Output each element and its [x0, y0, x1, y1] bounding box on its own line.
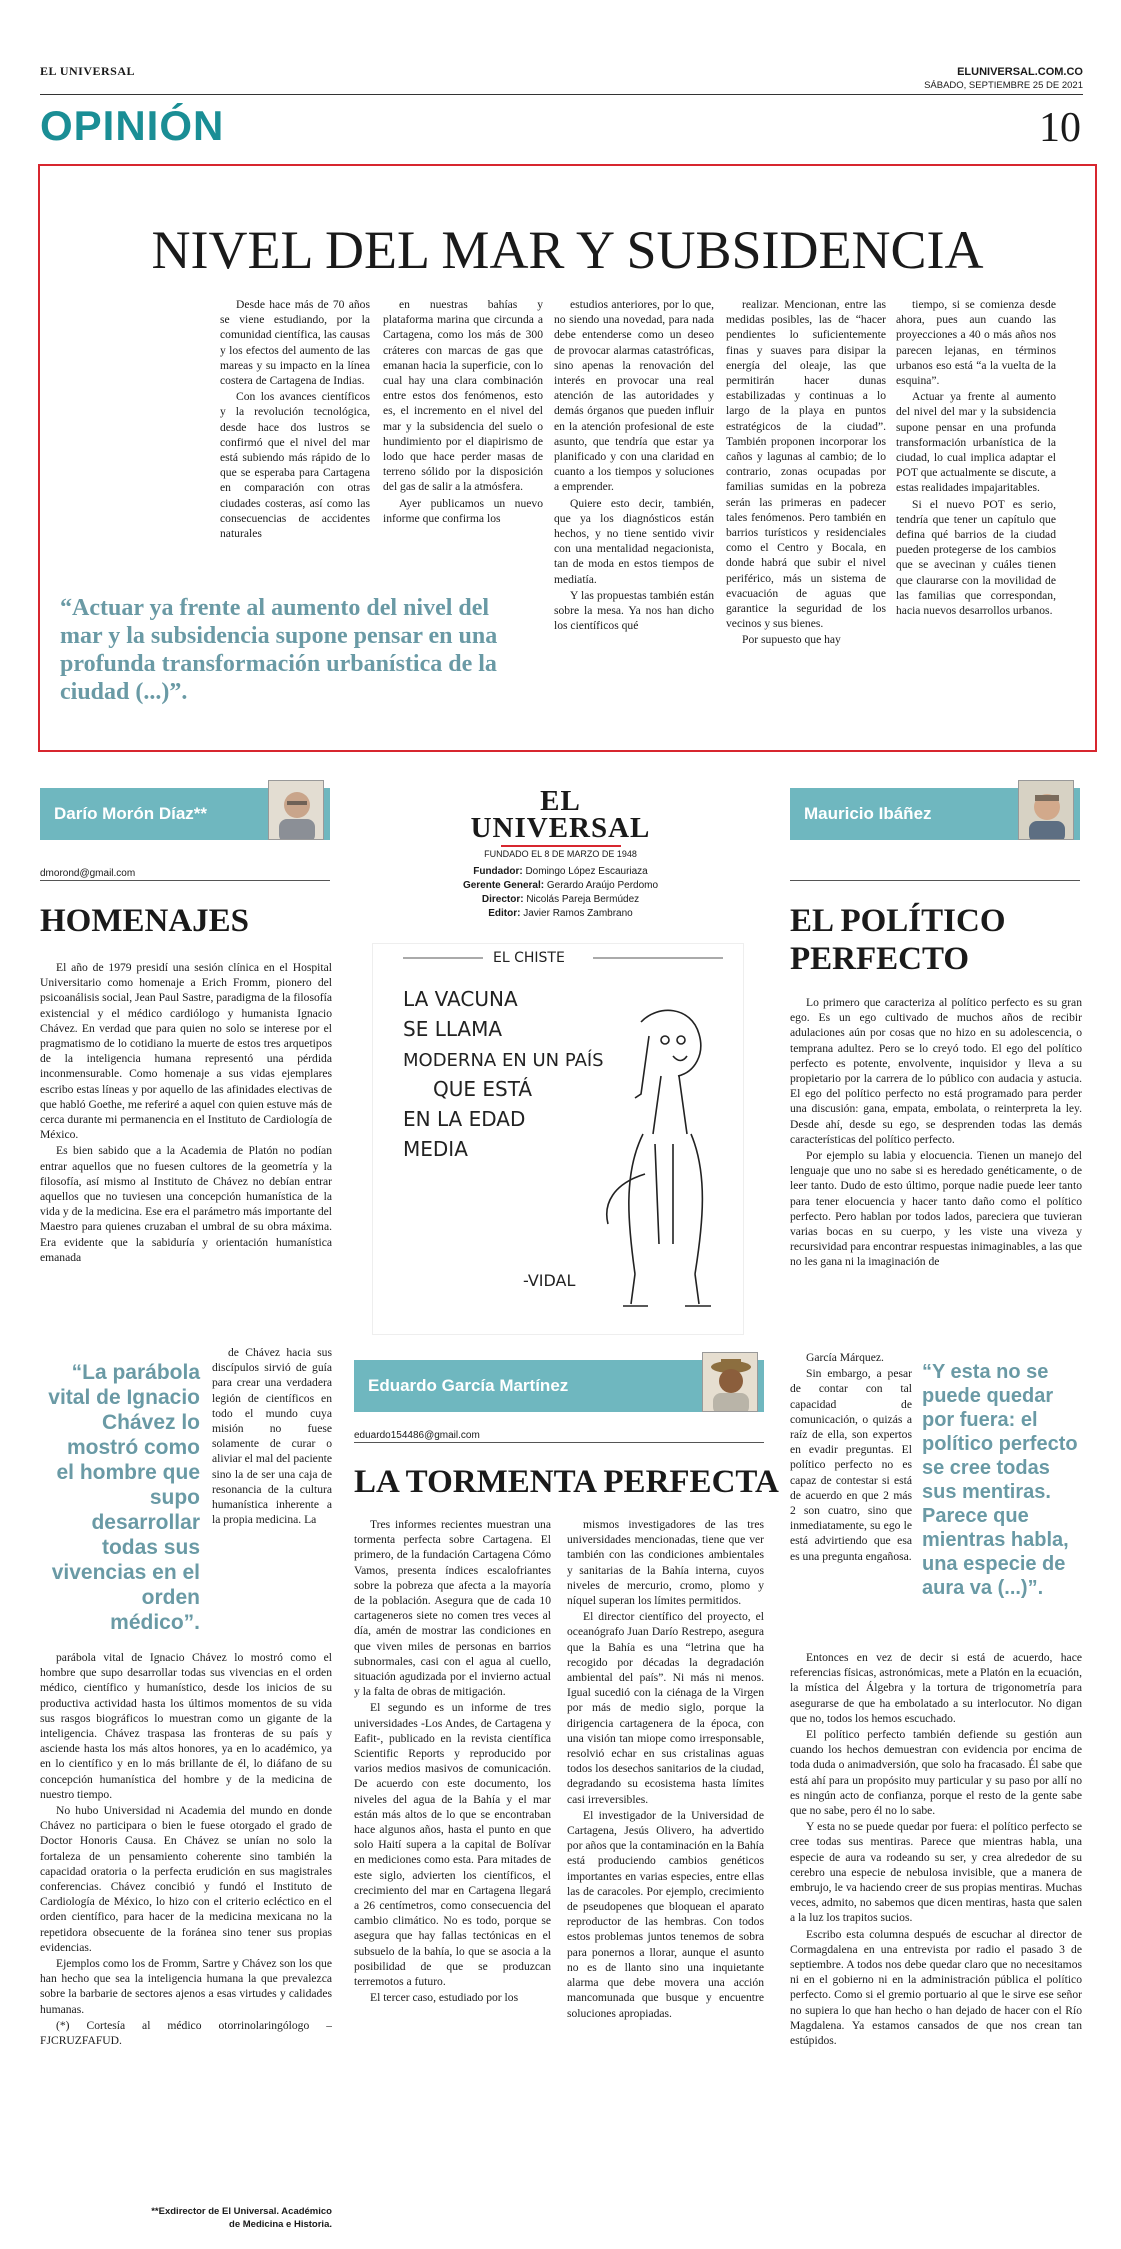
column-body-top — [40, 960, 332, 1340]
paragraph: El tercer caso, estudiado por los — [370, 1991, 519, 2005]
paragraph: Ayer publicamos un nuevo informe que confirma los — [383, 496, 543, 525]
paragraph: Si el nuevo POT es serio, tendría que tener un capítulo que defina qué barrios de la ciudad pueden protegerse de los cambios que se avecinan y cuáles tienen que claurarse con la movilidad de las familias que correspondan, hacia nuevos desarrollos urbanos. — [896, 497, 1056, 618]
paragraph: Entonces en vez de decir si está de acuerdo, hace referencias físicas, astronómicas, mete a Platón en la ecuación, la mística del Álgebra y la tortura de trigonometría para asegurarse de que ha embolatado a su interlocutor. No digan que no, todos los hemos escuchado. — [790, 1651, 1082, 1725]
paragraph: Y las propuestas también están sobre la mesa. Ya nos han dicho los científicos qué — [554, 588, 714, 633]
paragraph: Ejemplos como los de Fromm, Sartre y Chávez son los que han hecho que sea la inteligencia humana la que prevalezca sobre la barbarie de sectores ajenos a esas virtudes y calidades humanas. — [40, 1957, 332, 2016]
paragraph: Quiere esto decir, también, que ya los diagnósticos están hechos, y no tiene sentido vivir con una mentalidad negacionista, tan de moda en estos tiempos de mediatía. — [554, 496, 714, 586]
editorial-column-1 — [220, 297, 370, 587]
author-photo — [1018, 780, 1074, 840]
staff-name: Gerardo Araújo Perdomo — [546, 880, 659, 891]
staff-name: Javier Ramos Zambrano — [523, 908, 633, 919]
author-footnote: **Exdirector de El Universal. Académico de Medicina e Historia. — [151, 2206, 332, 2230]
column-body-1 — [354, 1517, 551, 2227]
staff-role: Fundador: — [473, 866, 526, 877]
staff-role: Editor: — [488, 908, 524, 919]
paragraph: El año de 1979 presidí una sesión clínica en el Hospital Universitario como homenaje a Erich Fromm, pionero del psicoanálisis social, Jean Paul Sastre, paradigma de la filosofía existencial y el médico cardiólogo y humanista Ignacio Chávez. En verdad que para quien no solo se interese por el pragmatismo de lo cotidiano la muerte de estos tres arquetipos de la inteligencia humana representó una pérdida inconmensurable. Como homenaje a sus vidas ejemplares escribo estas líneas y por aquello de las afinidades electivas de que habló Goethe, me referiré a aquel con quien estuve más de cerca durante mi permanencia en el Instituto de Cardiología de México. — [40, 961, 332, 1142]
paragraph: García Márquez. — [806, 1351, 884, 1364]
paragraph: El segundo es un informe de tres universidades -Los Andes, de Cartagena y Eafit-, publicado en la revista científica Scientific Reports y reproducido por varios medios masivos de comunicación. De acuerdo con este documento, los niveles del agua de la Bahía y el mar están más altos de lo que se encontraban hace algunos años, hasta el punto en que solo Haití supera a la capital de Bolívar en mediciones como esta. Para mitades de este siglo, advierten los científicos, el crecimiento del mar en Cartagena llegará a 26 centímetros, como consecuencia del cambio climático. No es todo, porque se asegura que hay fallas tectónicas en el subsuelo de la bahía, lo que se asocia a la posibilidad de que se produzcan terremotos a futuro. — [354, 1701, 551, 1989]
paragraph: Por supuesto que hay — [742, 633, 841, 647]
section-title: OPINIÓN — [40, 102, 225, 149]
author-email[interactable]: eduardo154486@gmail.com — [354, 1430, 480, 1441]
author-banner-right — [790, 788, 1080, 840]
cartoon — [372, 943, 744, 1335]
paragraph: Desde hace más de 70 años se viene estudiando, por la comunidad científica, las causas y los efectos del aumento de las mareas y su impacto en la línea costera de Cartagena de Indias. — [220, 298, 370, 388]
cartoon-caption-line: MODERNA EN UN PAÍS — [403, 1050, 604, 1071]
column-title: LA TORMENTA PERFECTA — [354, 1464, 779, 1500]
masthead-founded: FUNDADO EL 8 DE MARZO DE 1948 — [484, 849, 637, 859]
column-title: EL POLÍTICO PERFECTO — [790, 903, 1006, 977]
paragraph: en nuestras bahías y plataforma marina que circunda a Cartagena, como los más de 300 cráteres con marcas de gas que emanan hacia la superficie, con lo cual hay una clara combinación entre estos dos fenómenos, esto es, el incremento en el nivel del mar y la subsidencia del suelo o hundimiento por el diapirismo de lodo que hace perder masas de terreno sólido por la disposición del gas de salir a la atmósfera. — [383, 298, 543, 494]
paragraph: parábola vital de Ignacio Chávez lo mostró como el hombre que supo desarrollar todas sus vivencias en el orden médico, científico y humanístico, desde los inicios de su productiva actividad hasta los últimos momentos de su vida sus rasgos biográficos lo muestran como un gigante de la inteligencia. Chávez traspasa las fronteras de su país y asciende hasta los más altos honores, ya en lo académico, ya en lo científico y en lo más brillante de él, lo diáfano de su concepción humanística del hombre y de la medicina de nuestro tiempo. — [40, 1651, 332, 1801]
cartoon-caption-line: LA VACUNA — [403, 987, 518, 1011]
editorial-box — [38, 164, 1097, 752]
paragraph: Y esta no se puede quedar por fuera: el político perfecto se cree todas sus mentiras. Parece que mientras habla, una especie de aura va rodeando su ser, y crea alrededor de su cerebro una especie de nebulosa invisible, que a manera de embrujo, le va haciendo creer de sus propias mentiras. Muchas veces, admito, no sabemos que dicen mentiras, hasta que salen a la luz los trapitos sucios. — [790, 1820, 1082, 1925]
paragraph: (*) Cortesía al médico otorrinolaringólogo – FJCRUZFAFUD. — [40, 2018, 332, 2048]
paragraph: El director científico del proyecto, el oceanógrafo Juan Darío Restrepo, asegura que la Bahía es una “letrina que ha recogido por décadas la degradación ambiental del país”. Ni más ni menos. Igual sucedió con la ciénaga de la Virgen por más de medio siglo, porque la dirigencia cartagenera de la época, con una visión tan miope como irresponsable, resolvió echar en sus cristalinas aguas todos los desechos sanitarios de la ciudad, degradando su ecosistema hasta límites casi irreversibles. — [567, 1610, 764, 1806]
masthead — [383, 785, 738, 921]
paragraph: estudios anteriores, por lo que, no siendo una novedad, para nada debe entenderse como un deseo de provocar alarmas catastróficas, sino apenas la renovación del interés en provocar una real atención de las autoridades y demás órganos que pueden influir en la atención profesional de este asunto, que tendría que estar ya planificado y con una claridad en cuanto a los tiempos y soluciones a emprender. — [554, 298, 714, 494]
rule — [790, 880, 1080, 881]
staff-role: Director: — [481, 894, 527, 905]
paragraph: Es bien sabido que a la Academia de Platón no podían entrar aquellos que no fuesen cultores de la geometría y la filosofía, así mismo al Instituto de Chávez no debían entrar aquellos que no tuviesen una concepción humanística de la vida y de la medicina. Ese era el parámetro más importante del Maestro para quienes cruzaban el umbral de su obra máxima. Era evidente que la sabiduría y orientación humanística emanada — [40, 1144, 332, 1264]
paragraph: El político perfecto también defiende su gestión aun cuando los hechos demuestran con evidencia por encima de toda duda o animadversión, que solo ha fracasado. Él sabe que está ahí para un propósito muy particular y su paso por allí no es ningún acto de confianza, porque el resto de la gente sabe que no sabe, pero él no lo sabe. — [790, 1728, 1082, 1818]
cartoon-caption — [403, 987, 604, 1161]
site-url[interactable]: ELUNIVERSAL.COM.CO — [957, 66, 1083, 78]
author-email[interactable]: dmorond@gmail.com — [40, 868, 136, 879]
editorial-column-4 — [726, 297, 886, 737]
masthead-logo: EL UNIVERSAL — [470, 785, 651, 844]
staff-list — [383, 865, 738, 921]
pull-quote-left: “La parábola vital de Ignacio Chávez lo mostró como el hombre que supo desarrollar todas sus vivencias en el orden médico”. — [48, 1361, 200, 1634]
column-body-top — [790, 995, 1082, 1350]
paragraph: Sin embargo, a pesar de contar con tal capacidad de comunicación, o quizás a raíz de ella, son expertos en evadir preguntas. El político perfecto no es capaz de contestar si está de acuerdo en que 2 más 2 son cuatro, sino que inmediatamente, su ego le está advirtiendo que esa es una pregunta engañosa. — [790, 1367, 912, 1563]
paragraph: tiempo, si se comienza desde ahora, pues aun cuando las proyecciones a 40 o más años nos parecen lejanas, en términos urbanos eso está “a la vuelta de la esquina”. — [896, 298, 1056, 388]
page-date: SÁBADO, SEPTIEMBRE 25 DE 2021 — [924, 80, 1083, 91]
paragraph: Actuar ya frente al aumento del nivel del mar y la subsidencia supone pensar en una profunda transformación urbanística de la ciudad, lo cual implica adaptar el POT que actualmente se discute, a estas realidades impajaritables. — [896, 390, 1056, 495]
paragraph: El investigador de la Universidad de Cartagena, Jesús Olivero, ha advertido por años que la contaminación en la Bahía está produciendo cambios genéticos importantes en varias especies, entre ellas las de caracoles. Por ejemplo, crecimiento de pseudopenes que bloquean el aparato reproductor de las hembras. Con todos estos problemas juntos tenemos de sobra para ponernos a llorar, aunque el asunto no es de llanto sino una inquietante alarma que debe movera una acción mancomunada que busque y encuentre soluciones apropiadas. — [567, 1808, 764, 2020]
cartoon-caption-line: SE LLAMA — [403, 1017, 503, 1041]
column-body-right — [212, 1345, 332, 1645]
column-body-left — [790, 1350, 912, 1645]
author-name: Mauricio Ibáñez — [804, 804, 932, 823]
author-name: Eduardo García Martínez — [368, 1376, 569, 1395]
author-photo — [702, 1352, 758, 1412]
paragraph: Lo primero que caracteriza al político perfecto es su gran ego. Es un ego cultivado de muchos años de recibir adulaciones aún por cosas que no hizo en su adolescencia, o temprana adultez. Pero se lo creyó todo. El ego del político perfecto es potente, envolvente, inquisidor y lleva a su propietario por la carrera de lo público con audacia y astucia. El ego del político perfecto no está programado para perder una discusión: gana, empata, embolata, o reinterpreta la ley. Desde ahí, desde su ego, se desprenden todas las demás características del político perfecto. — [790, 996, 1082, 1146]
staff-line — [383, 907, 738, 921]
rule — [354, 1442, 764, 1443]
editorial-column-3 — [554, 297, 714, 737]
cartoon-caption-line: MEDIA — [403, 1137, 468, 1161]
paragraph: No hubo Universidad ni Academia del mundo en donde Chávez no participara o bien le fuese otorgado el grado de Doctor Honoris Causa. En Chávez se unían no solo la fortaleza de un pensamiento coherente sino también la capacidad oratoria o la perfecta erudición en sus magistrales conferencias. Chávez concibió y fundó el Instituto de Cardiología de México, lo hizo con el criterio ecléctico en el orden científico, para hacer de la medicina mexicana no la repetidora obsecuente de la foránea sino tener sus propias evidencias. — [40, 1804, 332, 1954]
paragraph: Escribo esta columna después de escuchar al director de Cormagdalena en una entrevista por radio el pasado 3 de septiembre. A todos nos debe quedar claro que no necesitamos ni en el gobierno ni en la administración pública el político perfecto. Como si el gremio portuario al que le sirve ese señor no supiera lo que han hecho o han dejado de hacer con el Río Magdalena. Ya estamos cansados de que nos crean tan estúpidos. — [790, 1927, 1082, 2048]
paragraph: Con los avances científicos y la revolución tecnológica, desde hace dos lustros se confirmó que el nivel del mar está subiendo más rápido de lo que se esperaba para Cartagena en comparación con otras ciudades costeras, así como las consecuencias de accidentes naturales — [220, 390, 370, 541]
column-body-bottom — [40, 1650, 332, 2205]
paragraph: de Chávez hacia sus discípulos sirvió de guía para crear una verdadera legión de científicos en todo el mundo cuya misión no fuese solamente de curar o aliviar el mal del paciente sino la de ser una caja de resonancia de la cultura humanística inherente a la propia medicina. La — [212, 1346, 332, 1527]
author-name: Darío Morón Díaz** — [54, 804, 208, 823]
paragraph: Por ejemplo su labia y elocuencia. Tienen un manejo del lenguaje que uno no sabe si es heredado genéticamente, o de leer tanto. Dudo de esto último, porque nadie puede leer tanto para tener elocuencia y hacer tanto daño como el político perfecto. Pero hablan por todos lados, pareciera que tuvieran varias bocas en su cuerpo, y les viste una viveza y recursividad para encontrar respuestas inimaginables, a las que no les gana ni la imaginación de — [790, 1149, 1082, 1269]
header-rule — [40, 94, 1083, 95]
staff-role: Gerente General: — [462, 880, 547, 891]
cartoon-caption-line: EN LA EDAD — [403, 1107, 526, 1131]
cartoon-signature: -VIDAL — [523, 1271, 576, 1290]
column-body-bottom — [790, 1650, 1082, 2230]
staff-line — [383, 893, 738, 907]
cartoon-header: EL CHISTE — [493, 950, 565, 966]
paragraph: Tres informes recientes muestran una tormenta perfecta sobre Cartagena. El primero, de la fundación Cartagena Cómo Vamos, presenta índices escalofriantes sobre la pobreza que afecta a la mayoría de la población. Asegura que de cada 10 cartageneros siete no comen tres veces al día, amén de mostrar las condiciones en que viven miles de personas en barrios subnormales, casi con el agua al cuello, situación agudizada por el invierno actual y la falta de obras de mitigación. — [354, 1518, 551, 1699]
cartoon-caption-line: QUE ESTÁ — [433, 1077, 533, 1101]
logo-small: EL UNIVERSAL — [40, 64, 136, 78]
paragraph: realizar. Mencionan, entre las medidas posibles, las de “hacer pendientes lo suficientemente finas y suaves para disipar la energía del oleaje, las que permitirán hacer dunas estabilizadas y continuas a lo largo de la playa en puntos estratégicos de la ciudad”. También proponen incorporar los caños y lagunas al cambio; de lo contrario, zonas ocupadas por familias sumidas en la pobreza serán las primeras en padecer tales fenómenos. Pero también en barrios turísticos y residenciales como el Centro y Bocala, en donde habrá que subir el nivel periférico, más un sistema de evacuación de aguas que garantice la seguridad de los vecinos y sus bienes. — [726, 298, 886, 631]
editorial-column-2 — [383, 297, 543, 587]
editorial-pull-quote: “Actuar ya frente al aumento del nivel del mar y la subsidencia supone pensar en una profunda transformación urbanística de la ciudad (...)”. — [60, 595, 498, 705]
column-body-2 — [567, 1517, 764, 2227]
author-photo — [268, 780, 324, 840]
staff-name: Domingo López Escauriaza — [525, 866, 648, 877]
editorial-headline: NIVEL DEL MAR Y SUBSIDENCIA — [151, 220, 984, 280]
paragraph: mismos investigadores de las tres universidades mencionadas, tiene que ver también con las condiciones ambientales y sanitarias de la Bahía interna, cuyos niveles de mercurio, cromo, plomo y níquel superan los límites permitidos. — [567, 1518, 764, 1608]
author-banner-middle — [354, 1360, 764, 1412]
pull-quote-right: “Y esta no se puede quedar por fuera: el político perfecto se cree todas sus mentiras. Parece que mientras habla, una especie de aura va (...)”. — [922, 1361, 1078, 1599]
staff-line — [383, 879, 738, 893]
rule — [40, 880, 330, 881]
staff-line — [383, 865, 738, 879]
editorial-column-5 — [896, 297, 1056, 737]
column-title: HOMENAJES — [40, 903, 250, 939]
cartoon-figure — [607, 1010, 711, 1306]
page-number: 10 — [1039, 105, 1081, 151]
staff-name: Nicolás Pareja Bermúdez — [526, 894, 640, 905]
masthead-rule — [501, 845, 621, 847]
author-banner-left — [40, 788, 330, 840]
